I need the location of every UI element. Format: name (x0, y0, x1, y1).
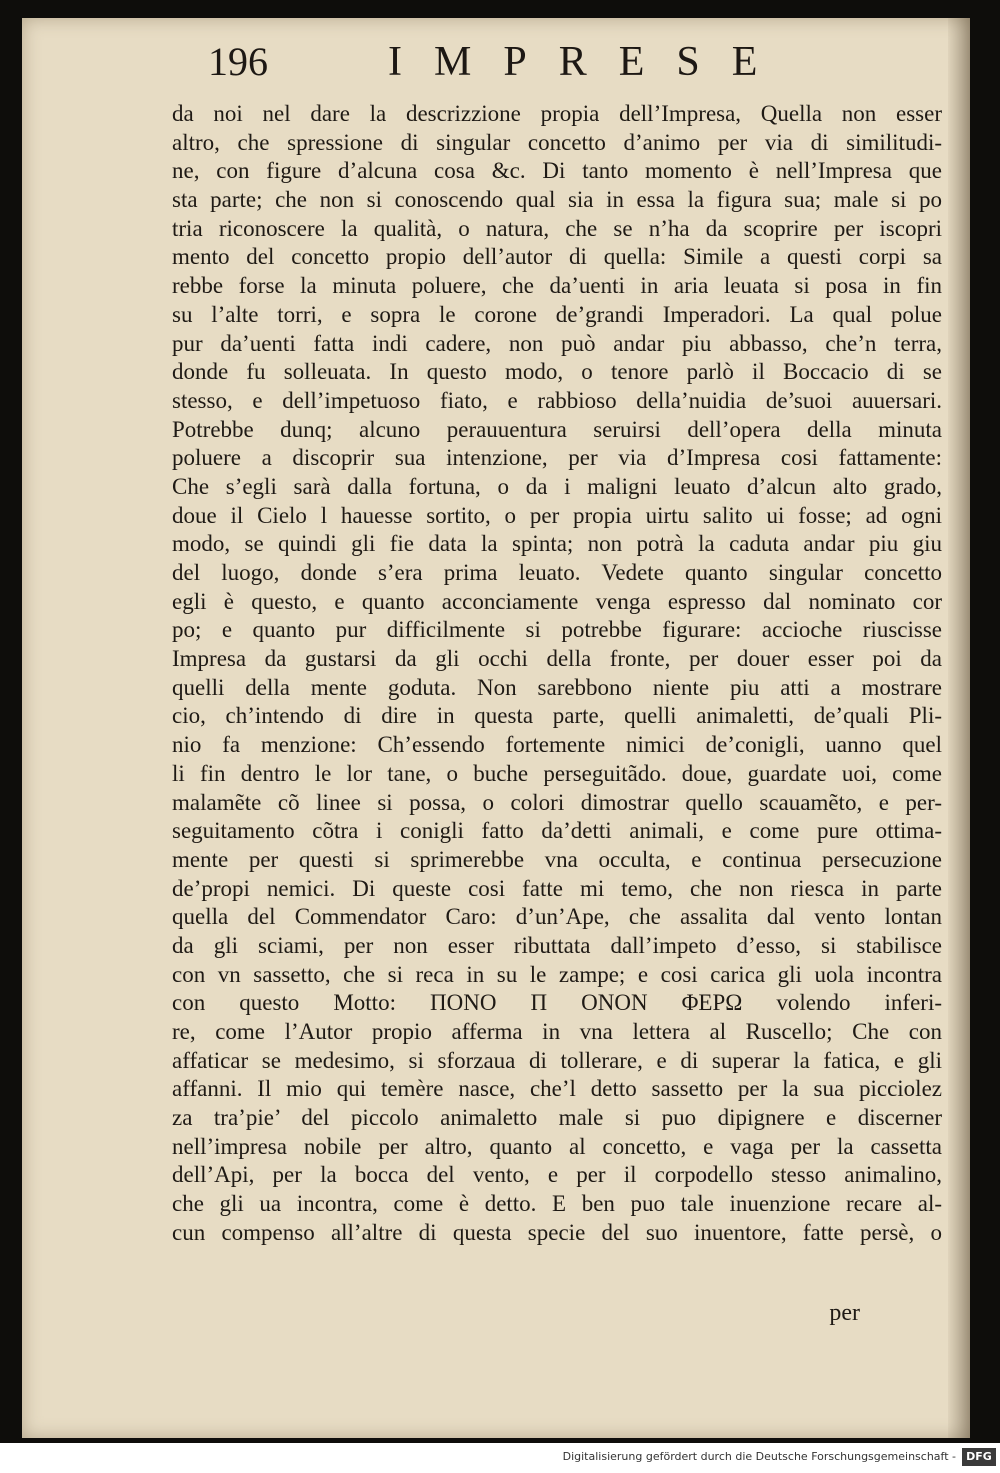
text-line: de’propi nemici. Di queste cosi fatte mi temo, che non riesca in parte (172, 875, 942, 901)
text-line: po; e quanto pur difficilmente si potrebbe figurare: accioche riuscisse (172, 617, 942, 643)
text-line: egli è questo, e quanto acconciamente venga espresso dal nominato cor (172, 588, 942, 614)
text-line: li fin dentro le lor tane, o buche perseguitãdo. doue, guardate uoi, come (172, 760, 942, 786)
text-line: altro, che spressione di singular concetto d’animo per via di similitudi- (172, 129, 942, 155)
text-line: da noi nel dare la descrizzione propia dell’Impresa, Quella non esser (172, 101, 942, 126)
text-line: affaticar se medesimo, si sforzaua di tollerare, e di superar la fatica, e gli (172, 1047, 942, 1073)
text-line: rebbe forse la minuta poluere, che da’uenti in aria leuata si posa in fin (172, 273, 942, 299)
text-line: Che s’egli sarà dalla fortuna, o da i maligni leuato d’alcun alto grado, (172, 473, 942, 499)
text-line: quelli della mente goduta. Non sarebbono niente piu atti a mostrare (172, 674, 942, 700)
text-line: poluere a discoprir sua intenzione, per via d’Impresa cosi fattamente: (172, 445, 942, 471)
text-line: mente per questi si sprimerebbe vna occulta, e continua persecuzione (172, 846, 942, 872)
text-line: sta parte; che non si conoscendo qual sia in essa la figura sua; male si po (172, 187, 942, 213)
running-head: IMPRESE (388, 39, 790, 85)
text-line: con questo Motto: ΠΟΝΟ Π ΟΝΟΝ ΦΕΡΩ volendo inferi- (172, 990, 942, 1016)
text-line: affanni. Il mio qui temère nasce, che’l detto sassetto per la sua picciolez (172, 1076, 942, 1102)
text-line: da gli sciami, per non esser ributtata dall’impeto d’esso, si stabilisce (172, 932, 942, 958)
text-line: modo, se quindi gli fie data la spinta; non potrà la caduta andar piu giu (172, 531, 942, 557)
text-line: tria riconoscere la qualità, o natura, che se n’ha da scoprire per iscopri (172, 215, 942, 241)
text-line: quella del Commendator Caro: d’un’Ape, che assalita dal vento lontan (172, 904, 942, 930)
text-line: Potrebbe dunq; alcuno perauuentura seruirsi dell’opera della minuta (172, 416, 942, 442)
text-line: donde fu solleuata. In questo modo, o tenore parlò il Boccacio di se (172, 359, 942, 385)
text-line: su l’alte torri, e sopra le corone de’grandi Imperadori. La qual polue (172, 301, 942, 327)
text-line: ne, con figure d’alcuna cosa &c. Di tanto momento è nell’Impresa que (172, 158, 942, 184)
book-page (22, 18, 970, 1438)
text-line: nio fa menzione: Ch’essendo fortemente nimici de’conigli, uanno quel (172, 732, 942, 758)
text-line: cio, ch’intendo di dire in questa parte, quelli animaletti, de’quali Pli- (172, 703, 942, 729)
text-line: malamẽte cõ linee si possa, o colori dimostrar quello scauamẽto, e per- (172, 789, 942, 815)
page-edge-shadow (948, 18, 970, 1438)
text-line: cun compenso all’altre di questa specie del suo inuentore, fatte persè, o (172, 1219, 942, 1245)
page-header (208, 38, 928, 94)
page-number: 196 (208, 39, 268, 84)
text-line: za tra’pie’ del piccolo animaletto male si puo dipignere e discerner (172, 1105, 942, 1131)
text-line: mento del concetto propio dell’autor di quella: Simile a questi corpi sa (172, 244, 942, 270)
text-line: pur da’uenti fatta indi cadere, non può andar piu abbasso, che’n terra, (172, 330, 942, 356)
digitization-footer (0, 1443, 1000, 1473)
text-line: dell’Api, per la bocca del vento, e per il corpodello stesso animalino, (172, 1162, 942, 1188)
text-line: che gli ua incontra, come è detto. E ben puo tale inuenzione recare al- (172, 1191, 942, 1217)
catchword: per (829, 1300, 860, 1326)
text-line: Impresa da gustarsi da gli occhi della fronte, per douer esser poi da (172, 646, 942, 672)
text-line: stesso, e dell’impetuoso fiato, e rabbioso della’nuidia de’suoi auuersari. (172, 387, 942, 413)
text-line: re, come l’Autor propio afferma in vna lettera al Ruscello; Che con (172, 1019, 942, 1044)
text-line: doue il Cielo l hauesse sortito, o per propia uirtu salito ui fosse; ad ogni (172, 502, 942, 528)
text-line: del luogo, donde s’era prima leuato. Vedete quanto singular concetto (172, 560, 942, 585)
text-line: nell’impresa nobile per altro, quanto al concetto, e vaga per la cassetta (172, 1133, 942, 1159)
text-line: seguitamento cõtra i conigli fatto da’detti animali, e come pure ottima- (172, 818, 942, 844)
text-line: con vn sassetto, che si reca in su le zampe; e cosi carica gli uola incontra (172, 961, 942, 987)
funding-credit: Digitalisierung gefördert durch die Deutsche Forschungsgemeinschaft - (562, 1450, 956, 1463)
dfg-logo: DFG (962, 1448, 996, 1466)
body-text (172, 100, 942, 1248)
